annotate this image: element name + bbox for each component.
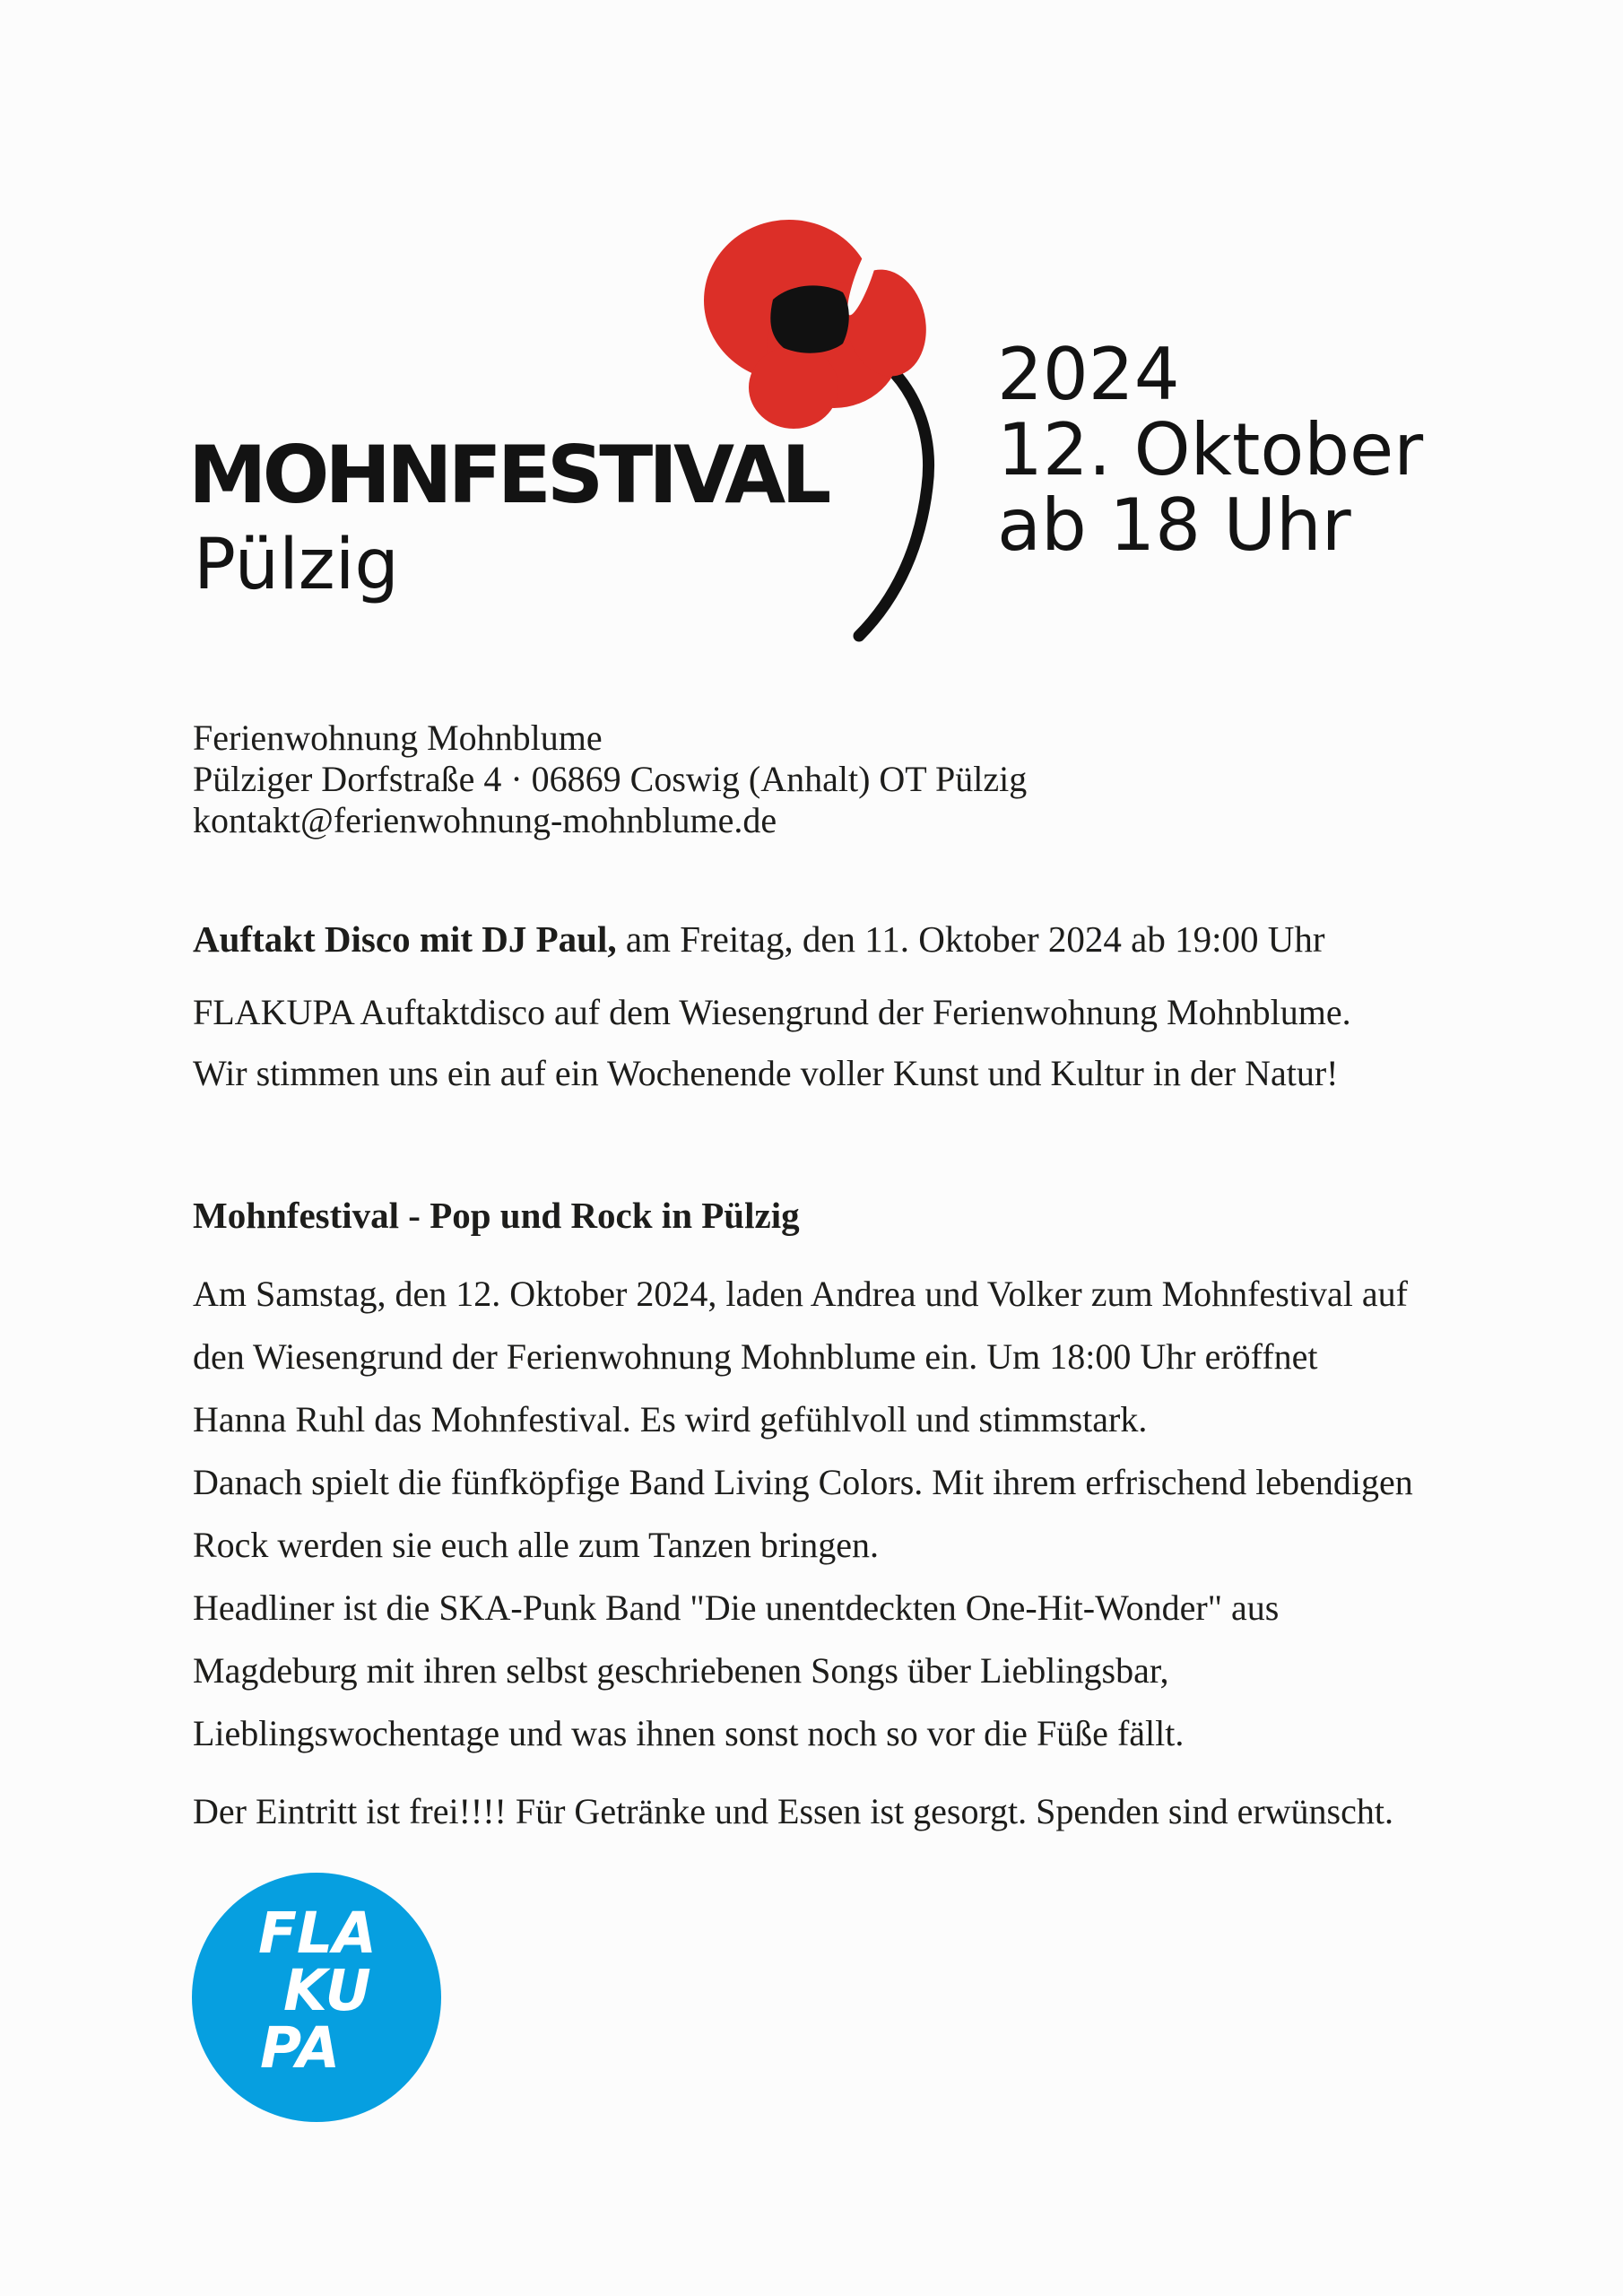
- festival-section-heading: Mohnfestival - Pop und Rock in Pülzig: [193, 1195, 800, 1236]
- flakupa-logo-line: PA: [260, 2015, 341, 2081]
- body-line: Danach spielt die fünfköpfige Band Living Colors. Mit ihrem erfrischend lebendigen: [193, 1462, 1413, 1502]
- date-year: 2024: [997, 333, 1180, 416]
- body-line: Headliner ist die SKA-Punk Band "Die unentdeckten One-Hit-Wonder" aus: [193, 1587, 1280, 1628]
- contact-email: kontakt@ferienwohnung-mohnblume.de: [193, 800, 777, 840]
- contact-block: [193, 718, 1027, 841]
- auftakt-disco-heading: [193, 917, 1324, 961]
- contact-name: Ferienwohnung Mohnblume: [193, 718, 603, 758]
- body-line: FLAKUPA Auftaktdisco auf dem Wiesengrund der Ferienwohnung Mohnblume.: [193, 992, 1351, 1032]
- date-time: ab 18 Uhr: [997, 483, 1351, 567]
- body-line: Am Samstag, den 12. Oktober 2024, laden Andrea und Volker zum Mohnfestival auf: [193, 1274, 1408, 1314]
- festival-logo-subtitle: Pülzig: [194, 525, 399, 605]
- auftakt-disco-paragraph: [193, 982, 1351, 1104]
- event-date-block: [997, 333, 1424, 567]
- body-line: Lieblingswochentage und was ihnen sonst noch so vor die Füße fällt.: [193, 1713, 1185, 1753]
- body-line: Rock werden sie euch alle zum Tanzen bringen.: [193, 1525, 880, 1565]
- poppy-flower-icon: [690, 208, 942, 646]
- admission-note: Der Eintritt ist frei!!!! Für Getränke und Essen ist gesorgt. Spenden sind erwünscht.: [193, 1791, 1393, 1831]
- body-line: den Wiesengrund der Ferienwohnung Mohnblume ein. Um 18:00 Uhr eröffnet: [193, 1336, 1318, 1377]
- contact-address: Pülziger Dorfstraße 4 · 06869 Coswig (Anhalt) OT Pülzig: [193, 759, 1028, 799]
- body-line: Wir stimmen uns ein auf ein Wochenende voller Kunst und Kultur in der Natur!: [193, 1053, 1339, 1093]
- flakupa-logo-line: KU: [283, 1958, 371, 2023]
- festival-logo-title: MOHNFESTIVAL: [188, 429, 828, 521]
- flakupa-logo-line: FLA: [258, 1900, 377, 1966]
- body-line: Hanna Ruhl das Mohnfestival. Es wird gefühlvoll und stimmstark.: [193, 1399, 1148, 1439]
- body-line: Magdeburg mit ihren selbst geschriebenen Songs über Lieblingsbar,: [193, 1650, 1169, 1691]
- festival-description-paragraph: [193, 1263, 1413, 1765]
- poppy-center: [770, 285, 848, 352]
- auftakt-disco-heading-bold: Auftakt Disco mit DJ Paul,: [193, 918, 617, 960]
- date-day: 12. Oktober: [997, 408, 1424, 491]
- flakupa-logo: [192, 1873, 441, 2122]
- auftakt-disco-heading-rest: am Freitag, den 11. Oktober 2024 ab 19:00 Uhr: [616, 918, 1325, 960]
